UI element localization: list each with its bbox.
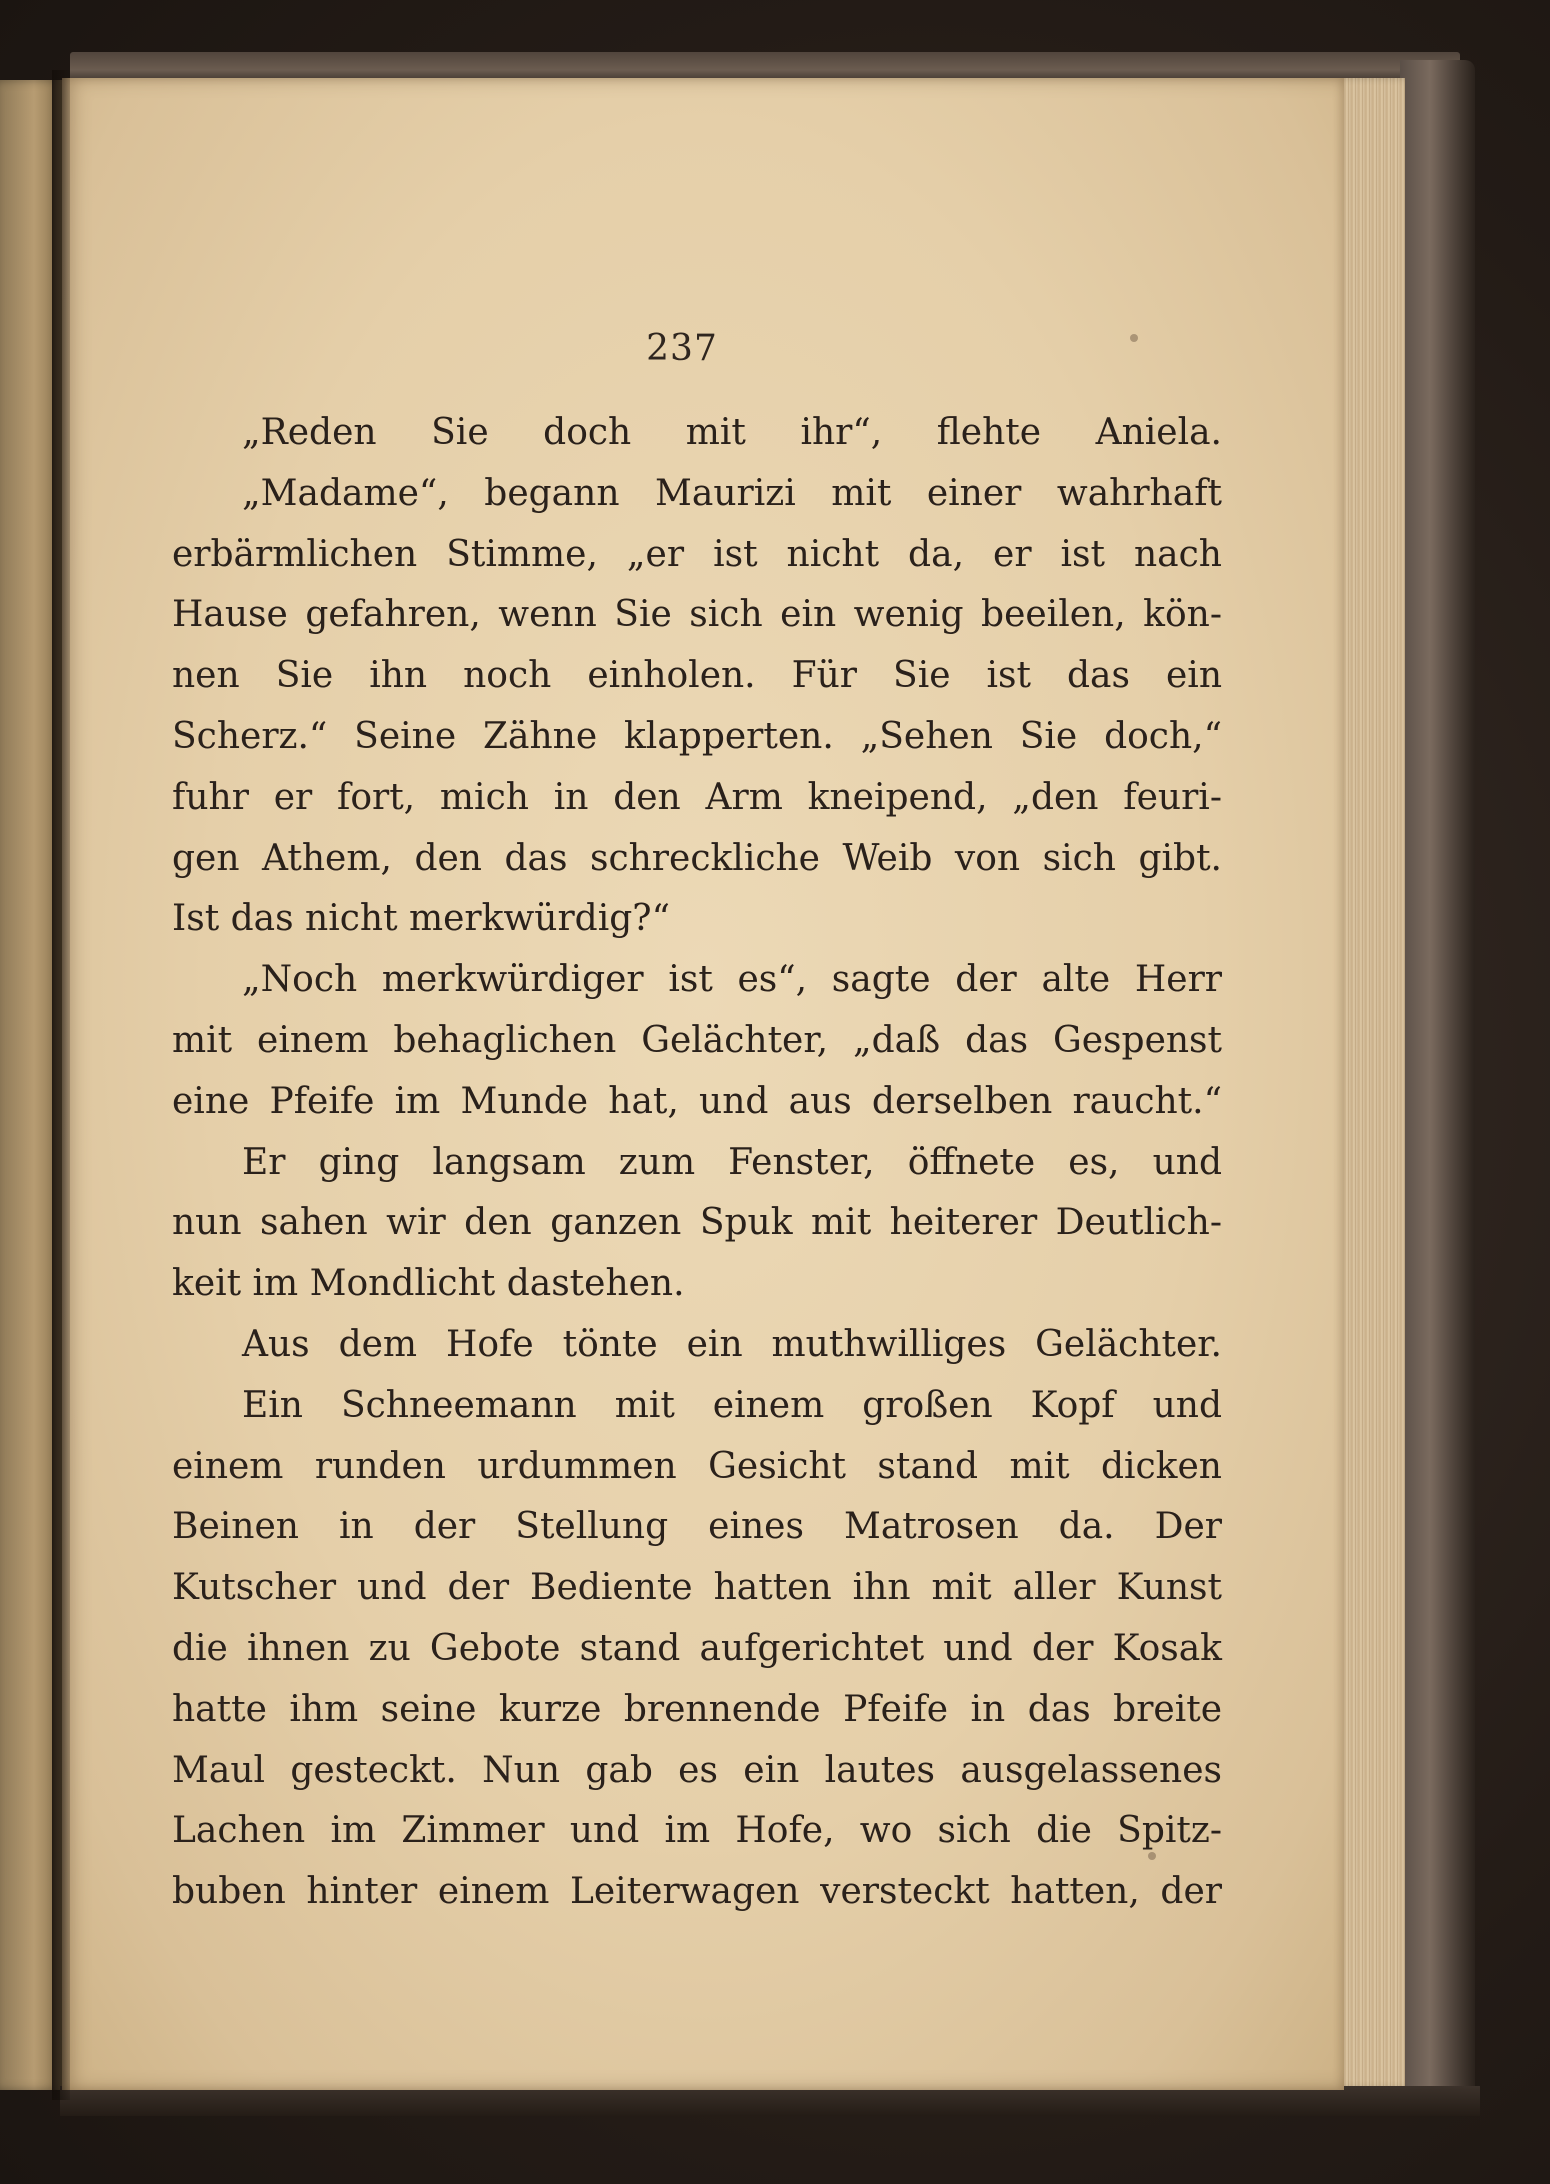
text-line: Lachen im Zimmer und im Hofe, wo sich die Spitz- (172, 1810, 1222, 1852)
page-text (172, 403, 1222, 1923)
text-line: hatte ihm seine kurze brennende Pfeife in das breite (172, 1688, 1222, 1730)
book-page (62, 78, 1344, 2090)
text-line: mit einem behaglichen Gelächter, „daß das Gespenst (172, 1019, 1222, 1061)
text-line: die ihnen zu Gebote stand aufgerichtet und der Kosak (172, 1627, 1222, 1669)
text-line: eine Pfeife im Munde hat, und aus derselben raucht.“ (172, 1080, 1222, 1122)
paper-spot (1130, 334, 1138, 342)
gutter-shadow (52, 70, 70, 2100)
page-number: 237 (646, 328, 718, 369)
text-line: buben hinter einem Leiterwagen versteckt hatten, der (172, 1871, 1222, 1913)
text-line: Ein Schneemann mit einem großen Kopf und (242, 1384, 1222, 1426)
text-line: Ist das nicht merkwürdig?“ (172, 898, 670, 940)
text-line: Scherz.“ Seine Zähne klapperten. „Sehen Sie doch,“ (172, 715, 1222, 757)
text-line: „Noch merkwürdiger ist es“, sagte der alte Herr (242, 959, 1222, 1001)
book-cover-bottom-edge (60, 2086, 1480, 2116)
text-line: nen Sie ihn noch einholen. Für Sie ist das ein (172, 655, 1222, 697)
paper-spot (1148, 1852, 1156, 1860)
text-line: erbärmlichen Stimme, „er ist nicht da, er ist nach (172, 533, 1222, 575)
text-line: keit im Mondlicht dastehen. (172, 1263, 685, 1305)
text-line: Maul gesteckt. Nun gab es ein lautes ausgelassenes (172, 1749, 1222, 1791)
text-line: nun sahen wir den ganzen Spuk mit heiterer Deutlich- (172, 1202, 1222, 1244)
book-cover-right-edge (1400, 60, 1475, 2110)
text-line: Hause gefahren, wenn Sie sich ein wenig beeilen, kön- (172, 594, 1222, 636)
text-line: „Madame“, begann Maurizi mit einer wahrhaft (242, 472, 1222, 514)
text-line: gen Athem, den das schreckliche Weib von sich gibt. (172, 837, 1222, 879)
text-line: Beinen in der Stellung eines Matrosen da. Der (172, 1506, 1222, 1548)
text-line: Aus dem Hofe tönte ein muthwilliges Gelächter. (242, 1323, 1222, 1365)
text-line: fuhr er fort, mich in den Arm kneipend, „den feuri- (172, 776, 1222, 818)
text-line: Er ging langsam zum Fenster, öffnete es, und (242, 1141, 1222, 1183)
text-line: Kutscher und der Bediente hatten ihn mit aller Kunst (172, 1567, 1222, 1609)
text-line: einem runden urdummen Gesicht stand mit dicken (172, 1445, 1222, 1487)
text-line: „Reden Sie doch mit ihr“, flehte Aniela. (242, 412, 1222, 453)
page-stack-edge (1335, 78, 1405, 2088)
